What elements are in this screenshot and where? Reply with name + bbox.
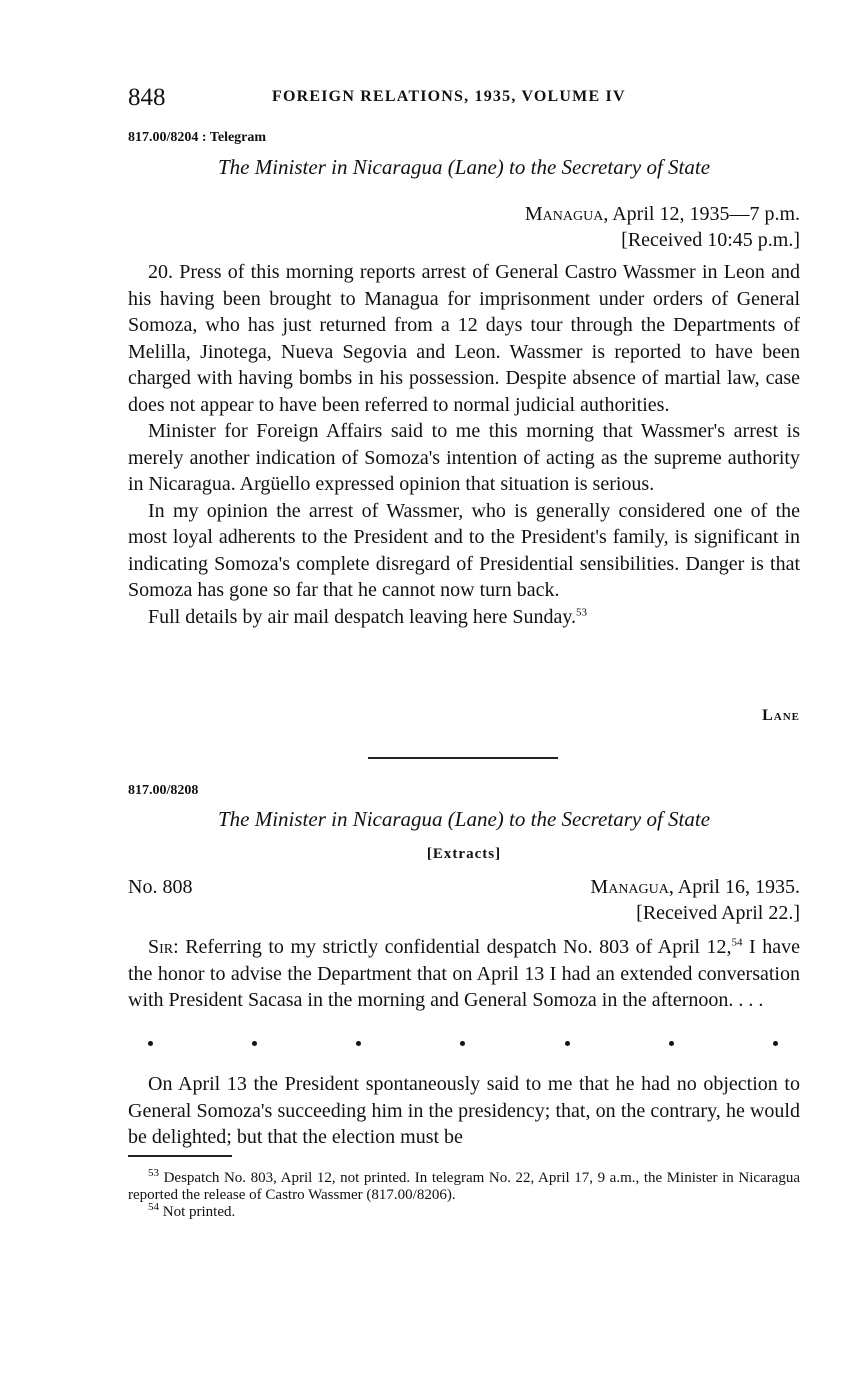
paragraph-text: Full details by air mail despatch leaving here Sunday. [148,605,577,628]
footnote-54 [128,1201,800,1221]
salutation: Sir [148,936,174,958]
footnote-ref-53: 53 [576,605,588,618]
footnote-53 [128,1167,800,1204]
dateline-1 [525,203,800,226]
paragraph: In my opinion the arrest of Wassmer, who is generally considered one of the most loyal adherents to the President and to the President's family, is significant in indicating Somoza's complete disregard of Presidential sensibilities. Danger is that Somoza has gone so far that he cannot now turn back. [128,499,800,601]
paragraph-text: : Referring to my strictly confidential despatch No. 803 of April 12, [173,936,732,958]
footnote-mark-53: 53 [148,1167,159,1179]
document-title-2: The Minister in Nicaragua (Lane) to the Secretary of State [217,807,711,831]
telegram-body [128,259,800,630]
footnote-rule [128,1155,232,1157]
footnotes [128,1167,800,1221]
paragraph-last [128,604,800,631]
page-number: 848 [128,84,166,111]
received-1: [Received 10:45 p.m.] [621,229,800,251]
date-2: , April 16, 1935. [668,876,800,898]
place-1: Managua [524,203,604,225]
extracts-label: [Extracts] [426,846,502,862]
paragraph: 20. Press of this morning reports arrest of General Castro Wassmer in Leon and his having been brought to Managua for imprisonment under orders of General Somoza, who has just returned from a 12 days tour through the Departments of Melilla, Jinotega, Nueva Segovia and Leon. Wassmer is reported to have been charged with having bombs in his possession. Despite absence of martial law, case does not appear to have been referred to normal judicial authorities. [128,261,800,416]
paragraph-text: I have the honor to advise the Department that on April 13 I had an extended conversation with President Sacasa in the morning and General Somoza in the afternoon. . . . [128,936,800,1011]
document-title-1: The Minister in Nicaragua (Lane) to the Secretary of State [217,155,711,179]
file-id-2: 817.00/8208 [128,783,199,798]
paragraph: On April 13 the President spontaneously said to me that he had no objection to General Somoza's succeeding him in the presidency; that, on the contrary, he would be delighted; but that the election must be [128,1073,800,1148]
despatch-body-continued [128,1071,800,1151]
section-divider [368,757,558,759]
file-id-1: 817.00/8204 : Telegram [128,130,267,145]
omission-dots [148,1041,778,1061]
date-1: , April 12, 1935—7 p.m. [603,203,800,225]
despatch-body [128,934,800,1014]
running-title: FOREIGN RELATIONS, 1935, VOLUME IV [272,88,626,105]
received-2: [Received April 22.] [636,902,800,924]
footnote-text-54: Not printed. [159,1204,236,1220]
paragraph: Minister for Foreign Affairs said to me this morning that Wassmer's arrest is merely another indication of Somoza's intention of acting as the supreme authority in Nicaragua. Argüello expressed opinion that situation is serious. [128,420,800,495]
footnote-mark-54: 54 [148,1201,159,1213]
footnote-text-53: Despatch No. 803, April 12, not printed. In telegram No. 22, April 17, 9 a.m., the Minister in Nicaragua reported the release of Castro Wassmer (817.00/8206). [128,1170,800,1203]
despatch-number: No. 808 [128,876,193,898]
signature: Lane [762,707,800,724]
place-2: Managua [590,876,669,898]
footnote-ref-54: 54 [731,936,743,949]
paragraph [128,934,800,1014]
dateline-2 [590,876,800,899]
